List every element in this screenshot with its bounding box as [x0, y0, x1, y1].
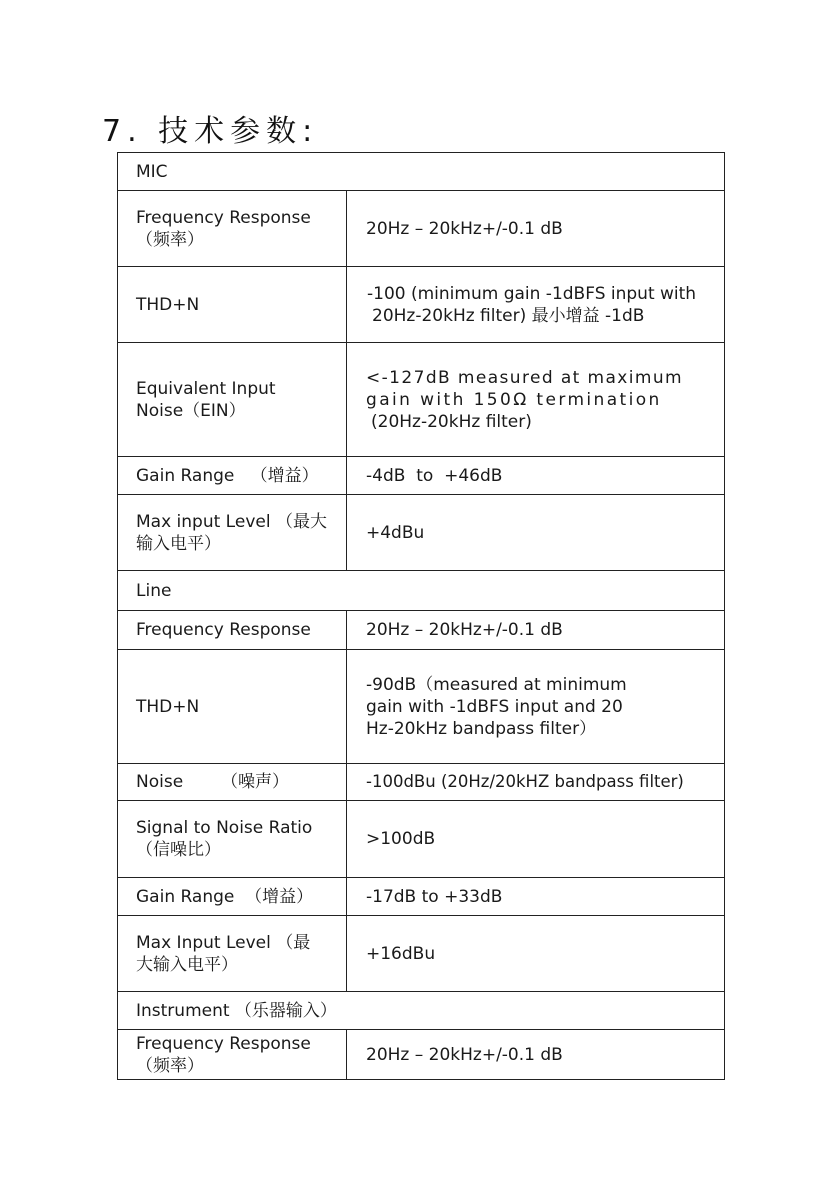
table-row [118, 878, 725, 916]
table-row [118, 801, 725, 878]
row-label [118, 1030, 347, 1080]
section-title-line: Line [118, 571, 725, 611]
table-row [118, 343, 725, 457]
row-value [347, 191, 725, 267]
label-line: Noise（EIN） [136, 400, 246, 421]
value-line: gain with 150Ω termination [366, 389, 662, 410]
value-line: Hz-20kHz bandpass filter） [366, 718, 597, 739]
label-line: Frequency Response [136, 1033, 311, 1054]
table-row [118, 916, 725, 992]
section-row-instrument [118, 992, 725, 1030]
row-value [347, 801, 725, 878]
row-label [118, 343, 347, 457]
table-row [118, 267, 725, 343]
section-row-line [118, 571, 725, 611]
value-line: <-127dB measured at maximum [366, 367, 683, 388]
label-line: 大输入电平） [136, 954, 238, 975]
value-line: 20Hz – 20kHz+/-0.1 dB [366, 620, 563, 640]
table-row [118, 650, 725, 764]
row-label [118, 495, 347, 571]
label-line: THD+N [136, 696, 200, 717]
row-label [118, 611, 347, 650]
row-label [118, 650, 347, 764]
row-value [347, 343, 725, 457]
table-row [118, 1030, 725, 1080]
row-value [347, 495, 725, 571]
label-line: （信噪比） [136, 840, 221, 860]
value-line: -17dB to +33dB [366, 886, 503, 907]
label-line: （频率） [136, 1055, 204, 1076]
label-line: Gain Range （增益） [136, 886, 314, 907]
table-row [118, 611, 725, 650]
row-value [347, 267, 725, 343]
row-value [347, 878, 725, 916]
label-line: Frequency Response [136, 620, 311, 640]
label-line: 输入电平） [136, 533, 221, 554]
row-label [118, 267, 347, 343]
section-title-mic: MIC [118, 153, 725, 191]
label-line: Equivalent Input [136, 378, 276, 399]
row-value [347, 1030, 725, 1080]
row-value [347, 764, 725, 801]
label-line: Gain Range （增益） [136, 465, 319, 486]
label-line: Noise （噪声） [136, 772, 289, 792]
label-line: Frequency Response [136, 207, 311, 228]
row-label [118, 764, 347, 801]
section-row-mic [118, 153, 725, 191]
label-line: Signal to Noise Ratio [136, 818, 313, 838]
row-label [118, 878, 347, 916]
row-label [118, 457, 347, 495]
label-line: （频率） [136, 229, 204, 250]
label-line: THD+N [136, 294, 200, 315]
row-value [347, 650, 725, 764]
value-line: -4dB to +46dB [366, 465, 503, 486]
value-line: +4dBu [366, 522, 425, 543]
value-line: 20Hz-20kHz filter) 最小增益 -1dB [372, 305, 645, 326]
value-line: >100dB [366, 829, 436, 849]
row-value [347, 457, 725, 495]
row-value [347, 916, 725, 992]
value-line: (20Hz-20kHz filter) [371, 411, 532, 432]
row-value [347, 611, 725, 650]
value-line: -100dBu (20Hz/20kHZ bandpass filter) [366, 772, 684, 791]
value-line: -100 (minimum gain -1dBFS input with [367, 283, 697, 304]
value-line: -90dB（measured at minimum [366, 674, 627, 695]
table-row [118, 191, 725, 267]
table-row [118, 495, 725, 571]
row-label [118, 916, 347, 992]
value-line: 20Hz – 20kHz+/-0.1 dB [366, 1044, 563, 1065]
value-line: 20Hz – 20kHz+/-0.1 dB [366, 218, 563, 239]
section-title-instrument: Instrument （乐器输入） [118, 992, 725, 1030]
value-line: gain with -1dBFS input and 20 [366, 696, 623, 717]
label-line: Max Input Level （最 [136, 932, 311, 953]
table-row [118, 764, 725, 801]
row-label [118, 801, 347, 878]
value-line: +16dBu [366, 943, 436, 964]
table-row [118, 457, 725, 495]
label-line: Max input Level （最大 [136, 511, 327, 532]
page-title: 7. 技术参数: [102, 114, 319, 149]
row-label [118, 191, 347, 267]
tech-spec-table [117, 152, 725, 1080]
